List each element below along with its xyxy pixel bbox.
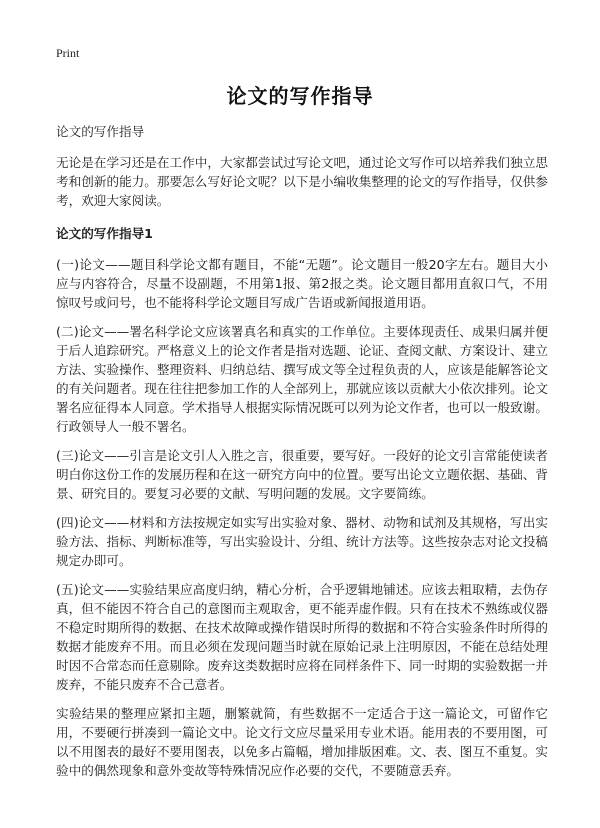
paragraph-results: (五)论文——实验结果应高度归纳，精心分析，合乎逻辑地铺述。应该去粗取精，去伪存真，但不能因不符合自己的意图而主观取舍，更不能弄虚作假。只有在技术不熟练或仪器不稳定时期所得的数据、在技术故障或操作错误时所得的数据和不符合实验条件时所得的数据才能废弃不用。而且必须在发现问题当时就在原始记录上注明原因，不能在总结处理时因不合常态而任意剔除。废弃这类数据时应将在同样条件下、同一时期的实验数据一并废弃，不能只废弃不合己意者。 [56,582,548,692]
paragraph-materials-methods: (四)论文——材料和方法按规定如实写出实验对象、器材、动物和试剂及其规格，写出实验方法、指标、判断标准等，写出实验设计、分组、统计方法等。这些按杂志对论文投稿规定办即可。 [56,515,548,568]
paragraph-title: (一)论文——题目科学论文都有题目，不能“无题”。论文题目一般20字左右。题目大小应与内容符合，尽量不设副题，不用第1报、第2报之类。论文题目都用直叙口气，不用惊叹号或问号，也不能将科学论文题目写成广告语或新闻报道用语。 [56,257,548,310]
page-title: 论文的写作指导 [226,84,374,108]
section-heading: 论文的写作指导1 [56,226,153,241]
paragraph-results-organization: 实验结果的整理应紧扣主题，删繁就简，有些数据不一定适合于这一篇论文，可留作它用，不要硬行拼凑到一篇论文中。论文行文应尽量采用专业术语。能用表的不要用图，可以不用图表的最好不要用图表，以免多占篇幅，增加排版困难。文、表、图互不重复。实验中的偶然现象和意外变故等特殊情况应作必要的交代，不要随意丢弃。 [56,706,548,778]
intro-paragraph: 无论是在学习还是在工作中，大家都尝试过写论文吧，通过论文写作可以培养我们独立思考和创新的能力。那要怎么写好论文呢？以下是小编收集整理的论文的写作指导，仅供参考，欢迎大家阅读。 [56,155,548,208]
paragraph-introduction: (三)论文——引言是论文引人入胜之言，很重要，要写好。一段好的论文引言常能使读者明白你这份工作的发展历程和在这一研究方向中的位置。要写出论文立题依据、基础、背景、研究目的。要复习必要的文献、写明问题的发展。文字要简练。 [56,448,548,501]
print-link[interactable]: Print [56,46,80,60]
article-body [56,122,548,790]
article-subtitle: 论文的写作指导 [56,124,145,139]
paragraph-authorship: (二)论文——署名科学论文应该署真名和真实的工作单位。主要体现责任、成果归属并便于后人追踪研究。严格意义上的论文作者是指对选题、论证、查阅文献、方案设计、建立方法、实验操作、整理资料、归纳总结、撰写成文等全过程负责的人，应该是能解答论文的有关问题者。现在往往把参加工作的人全部列上，那就应该以贡献大小依次排列。论文署名应征得本人同意。学术指导人根据实际情况既可以列为论文作者，也可以一般致谢。行政领导人一般不署名。 [56,324,548,434]
